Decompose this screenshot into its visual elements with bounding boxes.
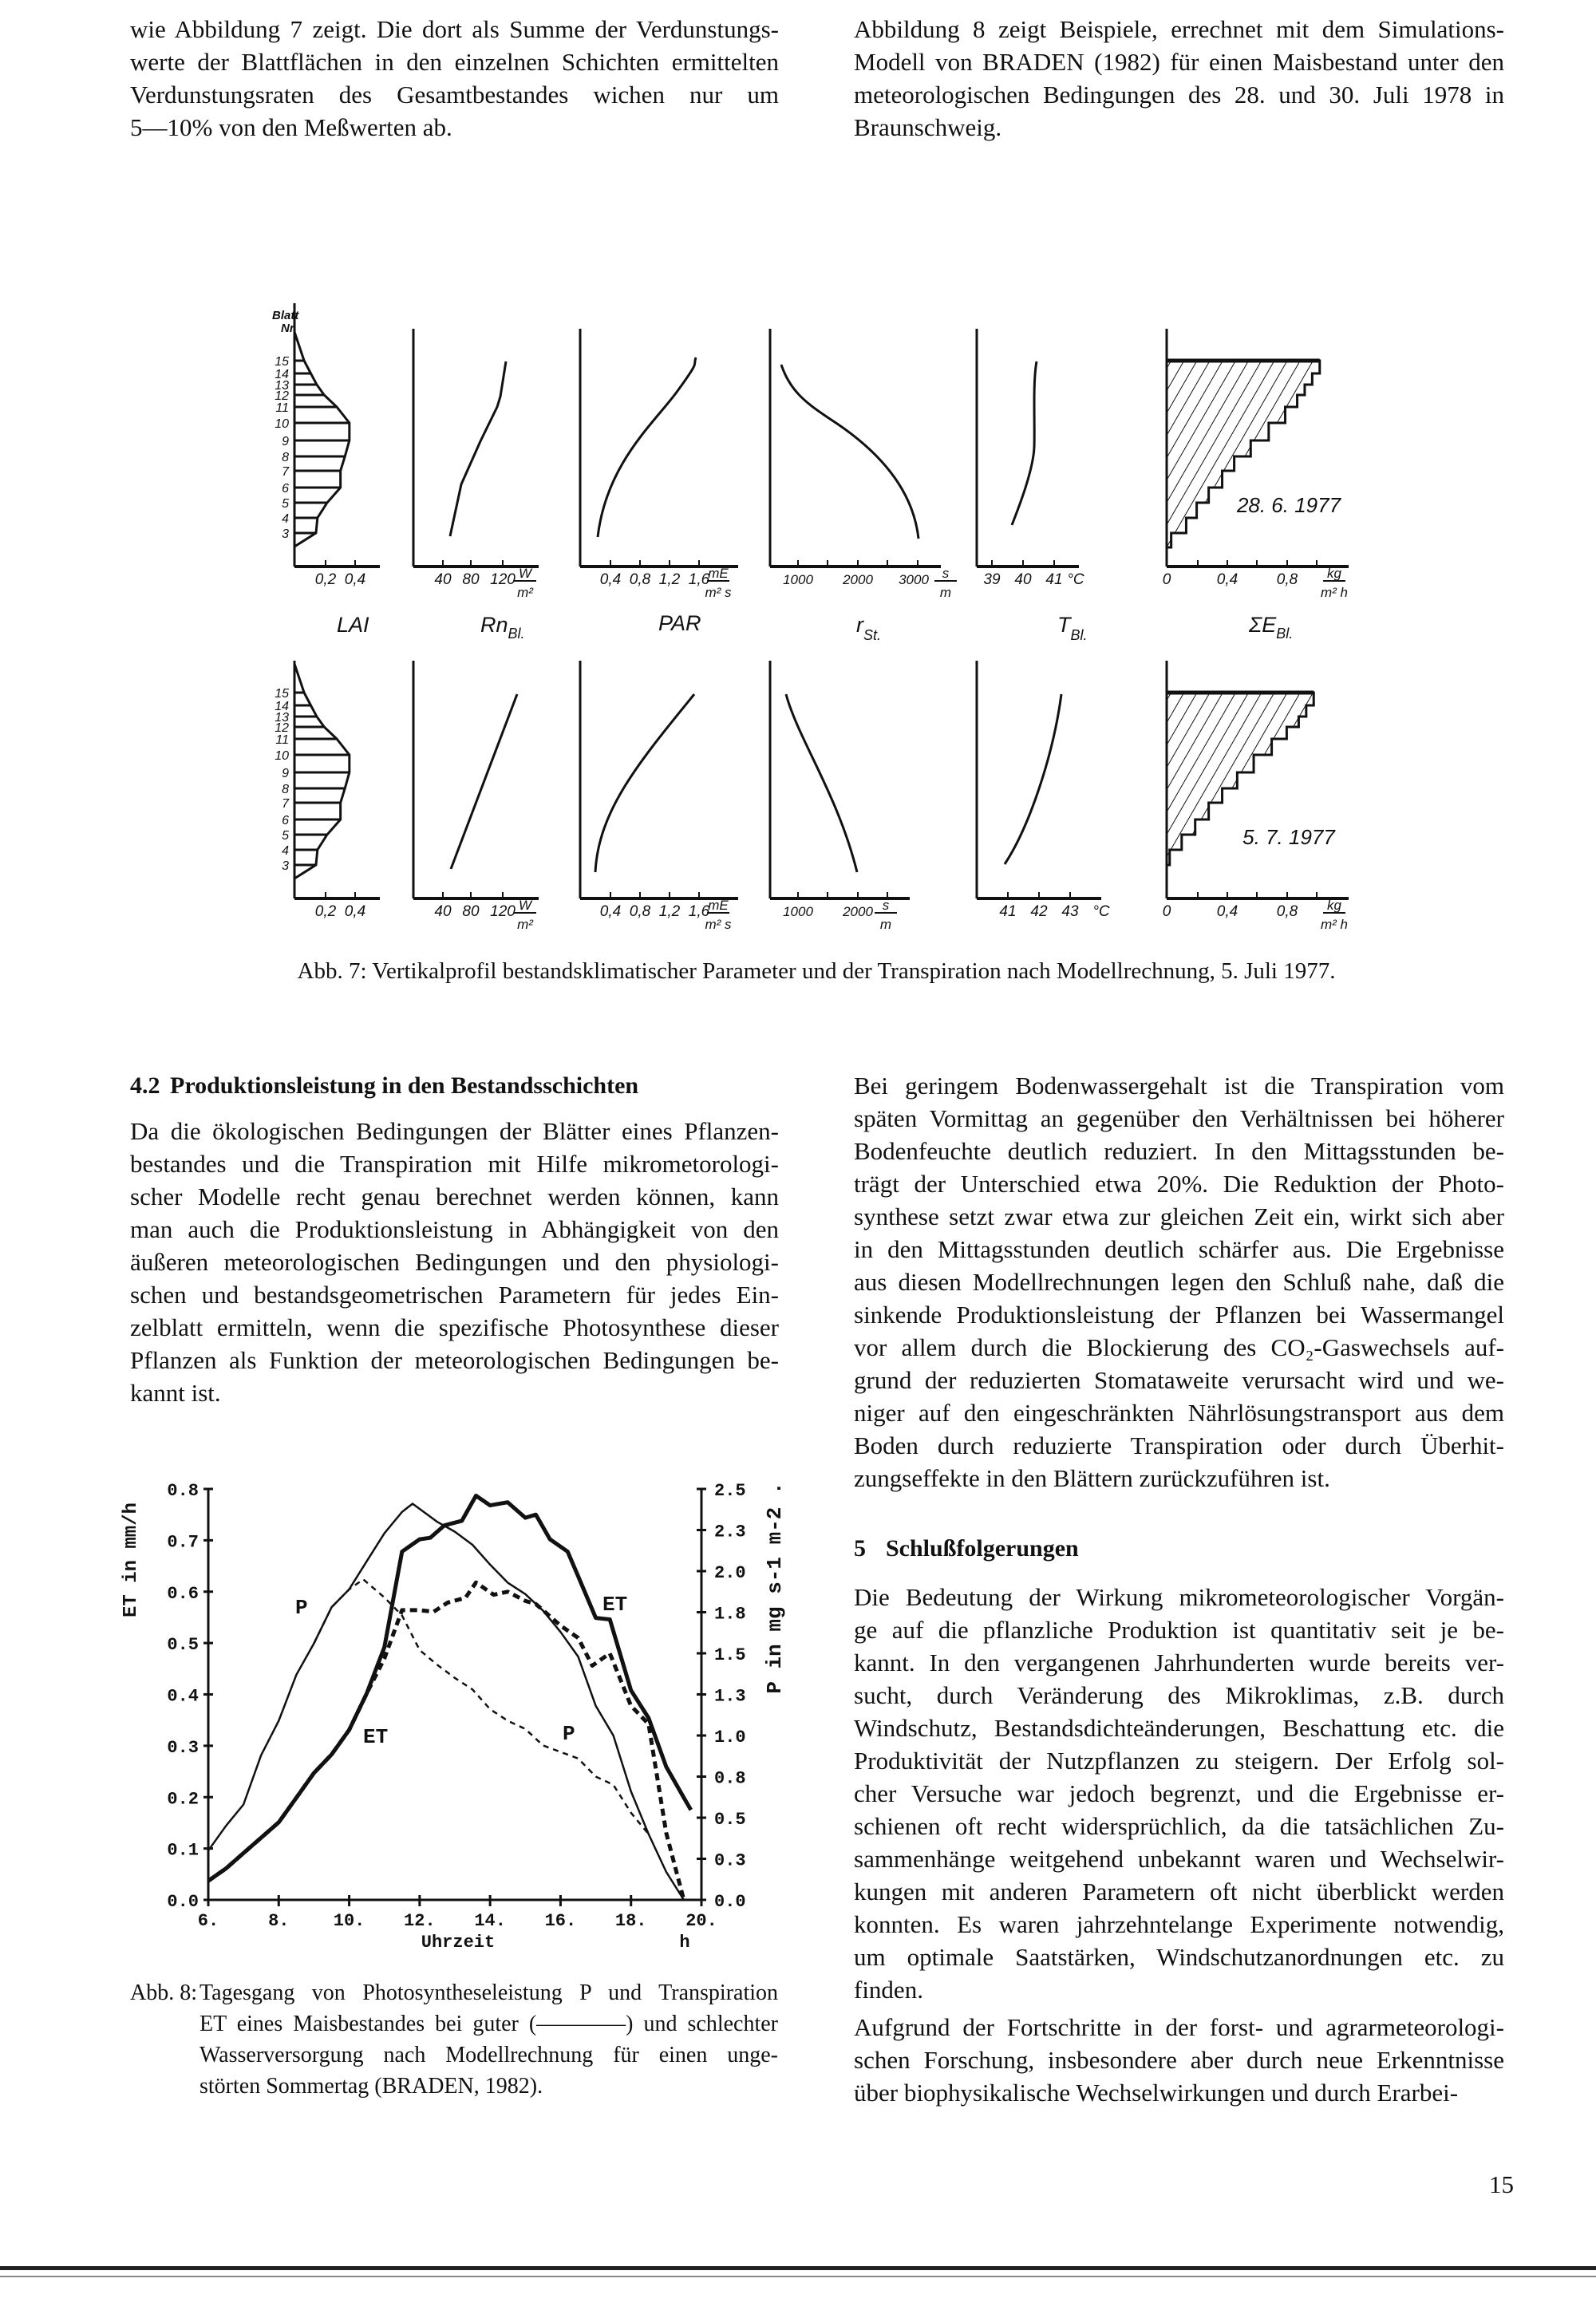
leaf-number: 7: [282, 797, 289, 811]
tick-label: 0,8: [629, 571, 651, 588]
y2-tick-label: 2.5: [714, 1481, 746, 1501]
section-title: Produktionsleistung in den Bestandsschichten: [170, 1072, 639, 1099]
tick-label: 43: [1061, 903, 1079, 920]
label-rst-main: r: [856, 613, 863, 637]
label-tbl-sub: Bl.: [1070, 627, 1088, 643]
rn-profile-bottom: [451, 694, 517, 869]
figure-8-chart: [0, 1436, 878, 1963]
text-line: cher Versuche war jedoch begrenzt, und die Ergebnisse er-: [854, 1779, 1504, 1807]
y2-tick-label: 1.5: [714, 1645, 746, 1665]
text-top-left: [130, 13, 779, 144]
section-4-2-text: [130, 1115, 779, 1409]
tbl-profile-bottom: [1005, 694, 1061, 864]
x-tick-label: 10.: [333, 1911, 365, 1931]
text-line: späten Vormittag an gegenüber den Verhältnissen bei höherer: [854, 1104, 1504, 1132]
text-line: Pflanzen als Funktion der meteorologischen Bedingungen be-: [130, 1346, 779, 1374]
text-line: Produktivität der Nutzpflanzen zu steigern. Der Erfolg sol-: [854, 1747, 1504, 1775]
y2-tick-label: 2.0: [714, 1563, 746, 1583]
series-line-3: [208, 1504, 684, 1901]
text-line: kannt. In den vergangenen Jahrhunderten wurde bereits ver-: [854, 1649, 1504, 1676]
leaf-number: 5: [282, 497, 289, 511]
text-line: meteorologischen Bedingungen des 28. und 30. Juli 1978 in: [854, 81, 1504, 109]
annotation-p-upper: P: [295, 1596, 308, 1620]
tick-label: 0,8: [1276, 571, 1298, 588]
text-line: kannt ist.: [130, 1379, 221, 1407]
rn-unit-numerator: W: [518, 566, 532, 581]
y2-tick-label: 0.8: [714, 1768, 746, 1789]
tick-label: 0,4: [344, 903, 366, 920]
e-unit-denominator: m² h: [1321, 917, 1348, 932]
y2-axis-label: P in mg s-1 m-2 .: [763, 1482, 787, 1694]
leaf-number: 4: [282, 844, 289, 858]
text-line: Tagesgang von Photosyntheseleistung P und Transpiration: [200, 1980, 778, 2005]
transpiration-staircase: [1167, 361, 1320, 547]
text-line: niger auf den eingeschränkten Nährlösungstransport aus dem: [854, 1399, 1504, 1427]
e-unit-denominator: m² h: [1321, 585, 1348, 600]
par-unit-denominator: m² s: [705, 585, 732, 600]
y-tick-label: 0.5: [167, 1635, 199, 1656]
par-profile-bottom: [595, 694, 694, 872]
text-line: schen und bestandsgeometrischen Parametern für jedes Ein-: [130, 1281, 779, 1309]
text-line: Verdunstungsraten des Gesamtbestandes wichen nur um: [130, 81, 779, 109]
leaf-number: 11: [275, 733, 289, 747]
tick-label: 120: [490, 571, 516, 588]
x-tick-label: 14.: [474, 1911, 506, 1931]
rst-profile-bottom: [786, 694, 857, 872]
tick-label: 1,6: [688, 571, 710, 588]
y-tick-label: 0.3: [167, 1737, 199, 1758]
y2-tick-label: 1.0: [714, 1728, 746, 1747]
e-unit-numerator: kg: [1327, 898, 1341, 913]
leaf-number: 10: [275, 749, 289, 763]
tick-label: 1,6: [688, 903, 710, 920]
text-line: kungen mit anderen Parametern oft nicht überblickt werden: [854, 1878, 1504, 1905]
par-unit-numerator: mE: [708, 898, 729, 913]
leaf-number: 13: [275, 711, 289, 725]
tick-label: 0,4: [599, 903, 622, 920]
text-line: ET eines Maisbestandes bei guter (————) und schlechter: [200, 2012, 778, 2036]
section-title: Schlußfolgerungen: [886, 1535, 1079, 1562]
tick-label: 1000: [783, 904, 813, 919]
tick-label: 39: [983, 571, 1001, 588]
text-line: zungseffekte in den Blättern zurückzuführen ist.: [854, 1464, 1330, 1492]
section-5-paragraph-1: [854, 1582, 1504, 2007]
tick-label: 1,2: [658, 903, 681, 920]
tick-label: 0: [1162, 571, 1171, 588]
text-line: vor allem durch die Blockierung des CO₂-Gaswechsels auf-: [854, 1333, 1504, 1361]
tick-label: 80: [462, 571, 480, 588]
rn-unit-denominator: m²: [517, 585, 533, 600]
text-line: finden.: [854, 1976, 923, 2004]
y2-tick-label: 2.3: [714, 1522, 746, 1542]
label-rst-sub: St.: [863, 627, 882, 643]
figure-7-bottom-row: [275, 661, 1349, 932]
text-line: Windschutz, Bestandsdichteänderungen, Beschattung etc. die: [854, 1714, 1504, 1742]
text-line: bestandes und die Transpiration mit Hilfe mikrometorologi-: [130, 1150, 779, 1178]
rst-unit-numerator: s: [942, 566, 950, 581]
text-line: wie Abbildung 7 zeigt. Die dort als Summe der Verdunstungs-: [130, 15, 779, 43]
text-line: in den Mittagsstunden deutlich schärfer aus. Die Ergebnisse: [854, 1235, 1504, 1263]
tick-label: 3000: [899, 572, 929, 587]
section-5-heading: [854, 1532, 1079, 1565]
label-rst: [856, 613, 881, 643]
figure-8-caption-label: Abb. 8:: [130, 1980, 197, 2005]
leaf-number: 5: [282, 829, 289, 843]
rst-unit-numerator: s: [882, 898, 890, 913]
leaf-number: 4: [282, 512, 289, 526]
figure-8-caption: [200, 1977, 778, 2102]
y-tick-label: 0.2: [167, 1789, 199, 1810]
transpiration-staircase: [1167, 693, 1314, 879]
text-line: Bodenfeuchte deutlich reduziert. In den Mittagsstunden be-: [854, 1137, 1504, 1165]
tick-label: 1000: [783, 572, 813, 587]
text-line: Die Bedeutung der Wirkung mikrometeorologischer Vorgän-: [854, 1583, 1504, 1611]
tick-label: 2000: [843, 904, 873, 919]
text-line: sammenhänge weitgehend unbekannt waren und Wechselwir-: [854, 1845, 1504, 1873]
par-profile-top: [598, 357, 696, 537]
date-label: 5. 7. 1977: [1242, 825, 1335, 849]
text-line: aus diesen Modellrechnungen legen den Schluß nahe, daß die: [854, 1268, 1504, 1296]
text-line: schen Forschung, insbesondere aber durch neue Erkenntnisse: [854, 2046, 1504, 2074]
unit-label: °C: [1067, 571, 1084, 588]
y-tick-label: 0.1: [167, 1840, 199, 1861]
leaf-number: 14: [275, 368, 289, 381]
text-line: 5—10% von den Meßwerten ab.: [130, 113, 452, 141]
rn-unit-denominator: m²: [517, 917, 533, 932]
label-lai: LAI: [337, 613, 369, 637]
leaf-number: 3: [282, 859, 289, 873]
text-line: sucht, durch Veränderung des Mikroklimas, z.B. durch: [854, 1681, 1504, 1709]
y-tick-label: 0.7: [167, 1532, 199, 1553]
label-tbl-main: T: [1057, 613, 1071, 637]
label-e: [1248, 613, 1293, 642]
annotation-et-upper: ET: [602, 1593, 628, 1617]
text-line: äußeren meteorologischen Bedingungen und den physiologi-: [130, 1248, 779, 1276]
rst-profile-top: [781, 365, 918, 539]
tick-label: 0,8: [1276, 903, 1298, 920]
tick-label: 41: [1045, 571, 1063, 588]
figure-7-caption: Abb. 7: Vertikalprofil bestandsklimatischer Parameter und der Transpiration nach Modellrechnung, 5. Juli 1977.: [297, 958, 1336, 984]
text-line: scher Modelle recht genau berechnet werden können, kann: [130, 1183, 779, 1210]
label-tbl: [1057, 613, 1088, 643]
rn-unit-numerator: W: [518, 898, 532, 913]
e-unit-numerator: kg: [1327, 566, 1341, 581]
rst-unit-denominator: m: [939, 585, 952, 600]
leaf-number: 12: [275, 389, 289, 403]
leaf-number: 9: [282, 767, 289, 780]
par-unit-numerator: mE: [708, 566, 729, 581]
tick-label: 42: [1030, 903, 1048, 920]
tick-label: 41: [999, 903, 1017, 920]
section-number: 4.2: [130, 1072, 160, 1099]
figure-8-series: [208, 1495, 691, 1900]
tick-label: 0,2: [314, 571, 337, 588]
tick-label: 2000: [843, 572, 873, 587]
leaf-number: 11: [275, 401, 289, 415]
text-line: Braunschweig.: [854, 113, 1002, 141]
tick-label: 40: [434, 903, 452, 920]
leaf-number: 9: [282, 435, 289, 448]
figure-7-top-row: [275, 303, 1349, 600]
text-line: trägt der Unterschied etwa 20%. Die Reduktion der Photo-: [854, 1170, 1504, 1198]
y2-tick-label: 0.0: [714, 1892, 746, 1912]
rn-profile-top: [450, 361, 506, 536]
label-rn-main: Rn: [480, 613, 508, 637]
text-line: werte der Blattflächen in den einzelnen Schichten ermittelten: [130, 48, 779, 76]
leaf-number: 6: [282, 814, 289, 827]
unit-label: °C: [1092, 903, 1110, 920]
tick-label: 0: [1162, 903, 1171, 920]
text-line: sinkende Produktionsleistung der Pflanzen bei Wassermangel: [854, 1301, 1504, 1329]
y-tick-label: 0.8: [167, 1481, 199, 1501]
text-line: Abbildung 8 zeigt Beispiele, errechnet mit dem Simulations-: [854, 15, 1504, 43]
label-rn: [480, 613, 525, 642]
series-line-1: [208, 1495, 691, 1881]
text-line: um optimale Saatstärken, Windschutzanordnungen etc. zu: [854, 1943, 1504, 1971]
annotation-p-lower: P: [563, 1722, 575, 1746]
date-label: 28. 6. 1977: [1236, 493, 1341, 517]
y-tick-label: 0.4: [167, 1686, 199, 1707]
y2-tick-label: 1.8: [714, 1604, 746, 1625]
text-line: man auch die Produktionsleistung in Abhängigkeit von den: [130, 1215, 779, 1243]
x-tick-label: 6.: [197, 1911, 219, 1931]
text-line: Wasserversorgung nach Modellrechnung für einen unge-: [200, 2043, 778, 2067]
leaf-number: 15: [275, 687, 289, 701]
y-tick-label: 0.0: [167, 1892, 199, 1912]
x-tick-label: 8.: [268, 1911, 290, 1931]
x-tick-label: 20.: [685, 1911, 717, 1931]
tick-label: 0,8: [629, 903, 651, 920]
text-line: über biophysikalische Wechselwirkungen und durch Erarbei-: [854, 2079, 1459, 2107]
y-axis-label: ET in mm/h: [120, 1502, 142, 1618]
text-line: ge auf die pflanzliche Produktion ist quantitativ seit je be-: [854, 1616, 1504, 1644]
leaf-number: 8: [282, 783, 289, 796]
tick-label: 40: [1014, 571, 1032, 588]
text-line: Modell von BRADEN (1982) für einen Maisbestand unter den: [854, 48, 1504, 76]
leaf-number: 13: [275, 379, 289, 393]
x-tick-label: 16.: [544, 1911, 577, 1931]
blatt-label: Blatt: [272, 309, 299, 322]
tick-label: 120: [490, 903, 516, 920]
leaf-number: 7: [282, 465, 289, 479]
text-line: Boden durch reduzierte Transpiration oder durch Überhit-: [854, 1431, 1504, 1459]
x-axis-unit: h: [679, 1933, 690, 1953]
text-line: zelblatt ermitteln, wenn die spezifische Photosynthese dieser: [130, 1313, 779, 1341]
y2-tick-label: 0.3: [714, 1850, 746, 1871]
tbl-profile-top: [1012, 361, 1037, 525]
page-number: 15: [1489, 2170, 1514, 2198]
text-line: konnten. Es waren jahrzehntelange Experimente notwendig,: [854, 1910, 1504, 1938]
tick-label: 1,2: [658, 571, 681, 588]
figure-8-axes: [167, 1481, 745, 1931]
leaf-number: 12: [275, 721, 289, 735]
tick-label: 0,4: [1216, 571, 1238, 588]
text-line: schienen oft recht widersprüchlich, da die tatsächlichen Zu-: [854, 1812, 1504, 1840]
label-par: PAR: [658, 611, 701, 635]
label-e-main: ΣE: [1249, 613, 1277, 637]
section-number: 5: [854, 1535, 866, 1562]
tick-label: 0,2: [314, 903, 337, 920]
text-line: Bei geringem Bodenwassergehalt ist die Transpiration vom: [854, 1072, 1504, 1100]
text-top-right: [854, 13, 1504, 144]
tick-label: 0,4: [1216, 903, 1238, 920]
label-rn-sub: Bl.: [508, 626, 525, 642]
text-line: Aufgrund der Fortschritte in der forst- und agrarmeteorologi-: [854, 2013, 1504, 2041]
tick-label: 0,4: [599, 571, 622, 588]
par-unit-denominator: m² s: [705, 917, 732, 932]
text-line: grund der reduzierten Stomataweite verursacht wird und we-: [854, 1366, 1504, 1394]
y2-tick-label: 1.3: [714, 1686, 746, 1707]
tick-label: 40: [434, 571, 452, 588]
tick-label: 0,4: [344, 571, 366, 588]
right-paragraph: [854, 1069, 1504, 1495]
x-axis-label: Uhrzeit: [421, 1933, 496, 1953]
leaf-number: 8: [282, 451, 289, 464]
x-tick-label: 18.: [614, 1911, 647, 1931]
label-e-sub: Bl.: [1276, 626, 1294, 642]
leaf-number: 6: [282, 482, 289, 496]
tick-label: 80: [462, 903, 480, 920]
y2-tick-label: 0.5: [714, 1810, 746, 1830]
rst-unit-denominator: m: [879, 917, 892, 932]
leaf-number: 15: [275, 355, 289, 369]
leaf-number: 14: [275, 700, 289, 713]
y-tick-label: 0.6: [167, 1583, 199, 1604]
leaf-number: 3: [282, 527, 289, 541]
text-line: Da die ökologischen Bedingungen der Blätter eines Pflanzen-: [130, 1117, 779, 1145]
text-line: störten Sommertag (BRADEN, 1982).: [200, 2074, 543, 2099]
page-bottom-edge: [0, 2276, 1596, 2277]
section-4-2-heading: [130, 1069, 638, 1102]
page-bottom-rule: [0, 2266, 1596, 2270]
x-tick-label: 12.: [404, 1911, 436, 1931]
text-line: synthese setzt zwar etwa zur gleichen Zeit ein, wirkt sich aber: [854, 1202, 1504, 1230]
figure-7: [223, 303, 1373, 942]
annotation-et-lower: ET: [363, 1725, 389, 1749]
leaf-number: 10: [275, 417, 289, 431]
section-5-paragraph-2: [854, 2011, 1504, 2109]
nr-label: Nr.: [281, 322, 298, 335]
